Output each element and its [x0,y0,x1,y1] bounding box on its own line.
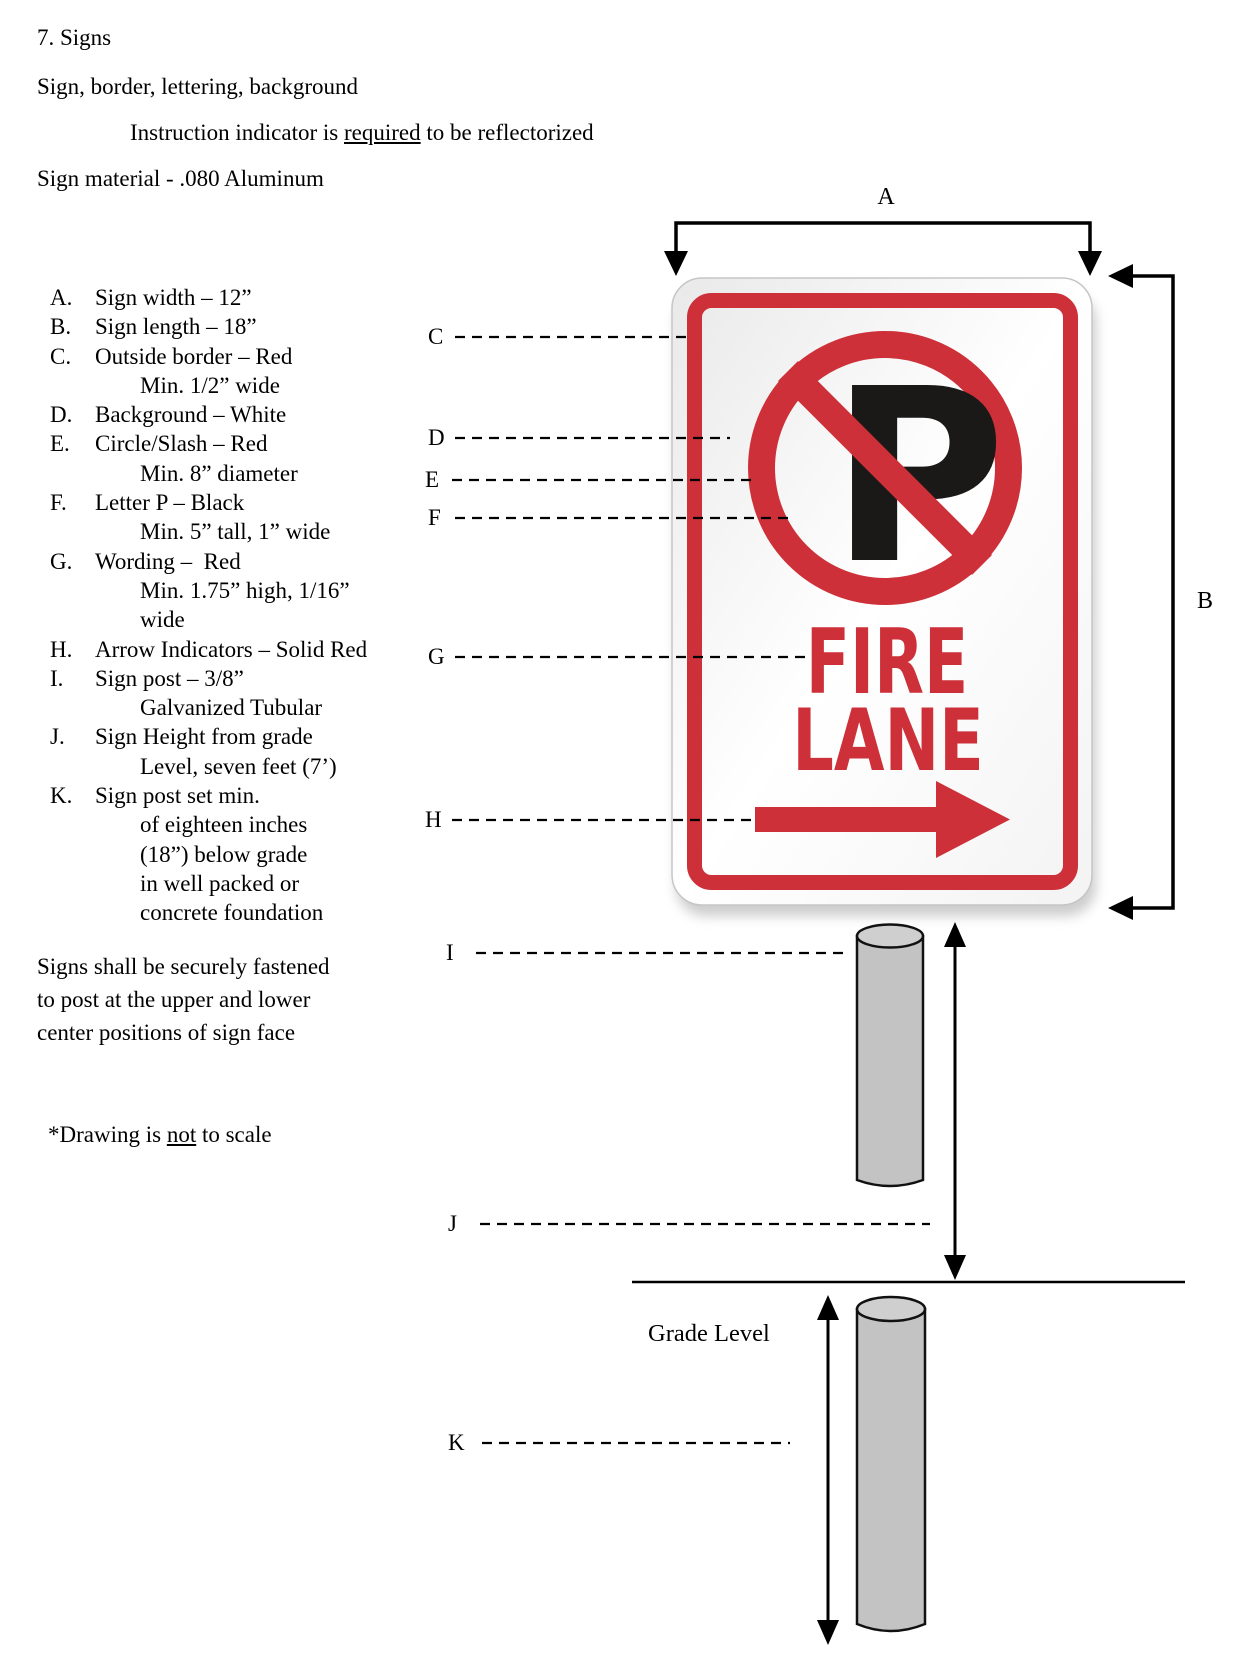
wording-fire: FIRE [805,610,969,715]
spec-item-text: wide [140,607,185,633]
spec-item-text: Min. 5” tall, 1” wide [140,519,331,545]
reflectorized-note-underlined: required [344,120,421,145]
wording-lane: LANE [792,691,984,792]
callout-label-k: K [448,1430,465,1455]
width-dim-arrowhead-left [664,251,688,276]
reflectorized-note-prefix: Instruction indicator is [130,120,344,145]
dim-label-b: B [1196,588,1213,614]
callout-label-i: I [446,940,454,965]
subtitle: Sign, border, lettering, background [37,74,359,99]
spec-item-text: Sign post – 3/8” [95,665,244,691]
spec-item-text: Background – White [95,402,287,428]
callout-label-d: D [428,425,445,450]
spec-item-letter: J. [50,724,65,750]
spec-item-text: Arrow Indicators – Solid Red [95,636,368,662]
scale-note-underlined: not [166,1122,197,1147]
spec-item-text: Level, seven feet (7’) [140,753,337,779]
spec-item-text: Outside border – Red [95,343,293,369]
spec-item-letter: I. [50,665,64,691]
callout-label-g: G [428,644,445,669]
sign-post-upper-top [857,925,923,948]
length-dim-arrowhead-bottom [1108,896,1133,920]
sign-post-lower-top [857,1297,925,1321]
dim-label-a: A [877,184,895,210]
spec-item-text: Sign Height from grade [95,724,313,750]
fastening-note-line-2: to post at the upper and lower [37,987,311,1012]
spec-item-letter: F. [50,490,67,516]
width-dimension-line [676,223,1090,255]
spec-item-text: Sign post set min. [95,783,260,809]
sign-post-lower [857,1309,925,1631]
grade-level-label: Grade Level [648,1320,770,1347]
spec-item-text: Min. 1.75” high, 1/16” [140,577,350,603]
callout-label-h: H [425,807,442,832]
length-dimension-line [1130,276,1173,908]
spec-item-letter: D. [50,402,73,428]
height-arrowhead-down [944,1255,966,1280]
spec-item-text: of eighteen inches [140,812,308,838]
callout-label-c: C [428,324,444,349]
spec-item-text: Sign width – 12” [95,285,252,310]
callout-label-e: E [425,467,440,492]
spec-item-text: Min. 1/2” wide [140,372,280,398]
spec-item-letter: B. [50,314,72,340]
spec-item-text: Galvanized Tubular [140,695,323,721]
spec-item-letter: K. [50,783,73,809]
material-note: Sign material - .080 Aluminum [37,166,324,191]
spec-item-text: Letter P – Black [95,490,245,516]
height-arrowhead-up [944,922,966,947]
scale-note-prefix: *Drawing is [48,1122,167,1147]
sign-post-upper [857,936,923,1186]
spec-item-letter: C. [50,343,72,369]
callout-label-j: J [448,1211,457,1236]
p-letter: P [830,337,1006,617]
spec-item-text: Min. 8” diameter [140,460,298,486]
spec-item-letter: A. [50,285,73,310]
spec-item-letter: H. [50,636,73,662]
scale-note-suffix: to scale [196,1122,272,1147]
page-title: 7. Signs [37,25,112,50]
spec-item-text: Sign length – 18” [95,314,257,340]
spec-item-text: (18”) below grade [140,841,308,867]
fastening-note-line-3: center positions of sign face [37,1020,296,1045]
fastening-note-line-1: Signs shall be securely fastened [37,954,330,979]
width-dim-arrowhead-right [1078,251,1102,276]
depth-arrowhead-down [817,1620,839,1645]
spec-item-text: concrete foundation [140,900,324,926]
callout-label-f: F [428,505,441,530]
spec-item-text: Wording – Red [95,548,241,574]
depth-arrowhead-up [817,1295,839,1320]
spec-item-letter: E. [50,431,70,457]
reflectorized-note-suffix: to be reflectorized [420,120,594,145]
spec-item-text: Circle/Slash – Red [95,431,268,457]
length-dim-arrowhead-top [1108,264,1133,288]
spec-item-letter: G. [50,548,73,574]
spec-item-text: in well packed or [140,870,300,896]
